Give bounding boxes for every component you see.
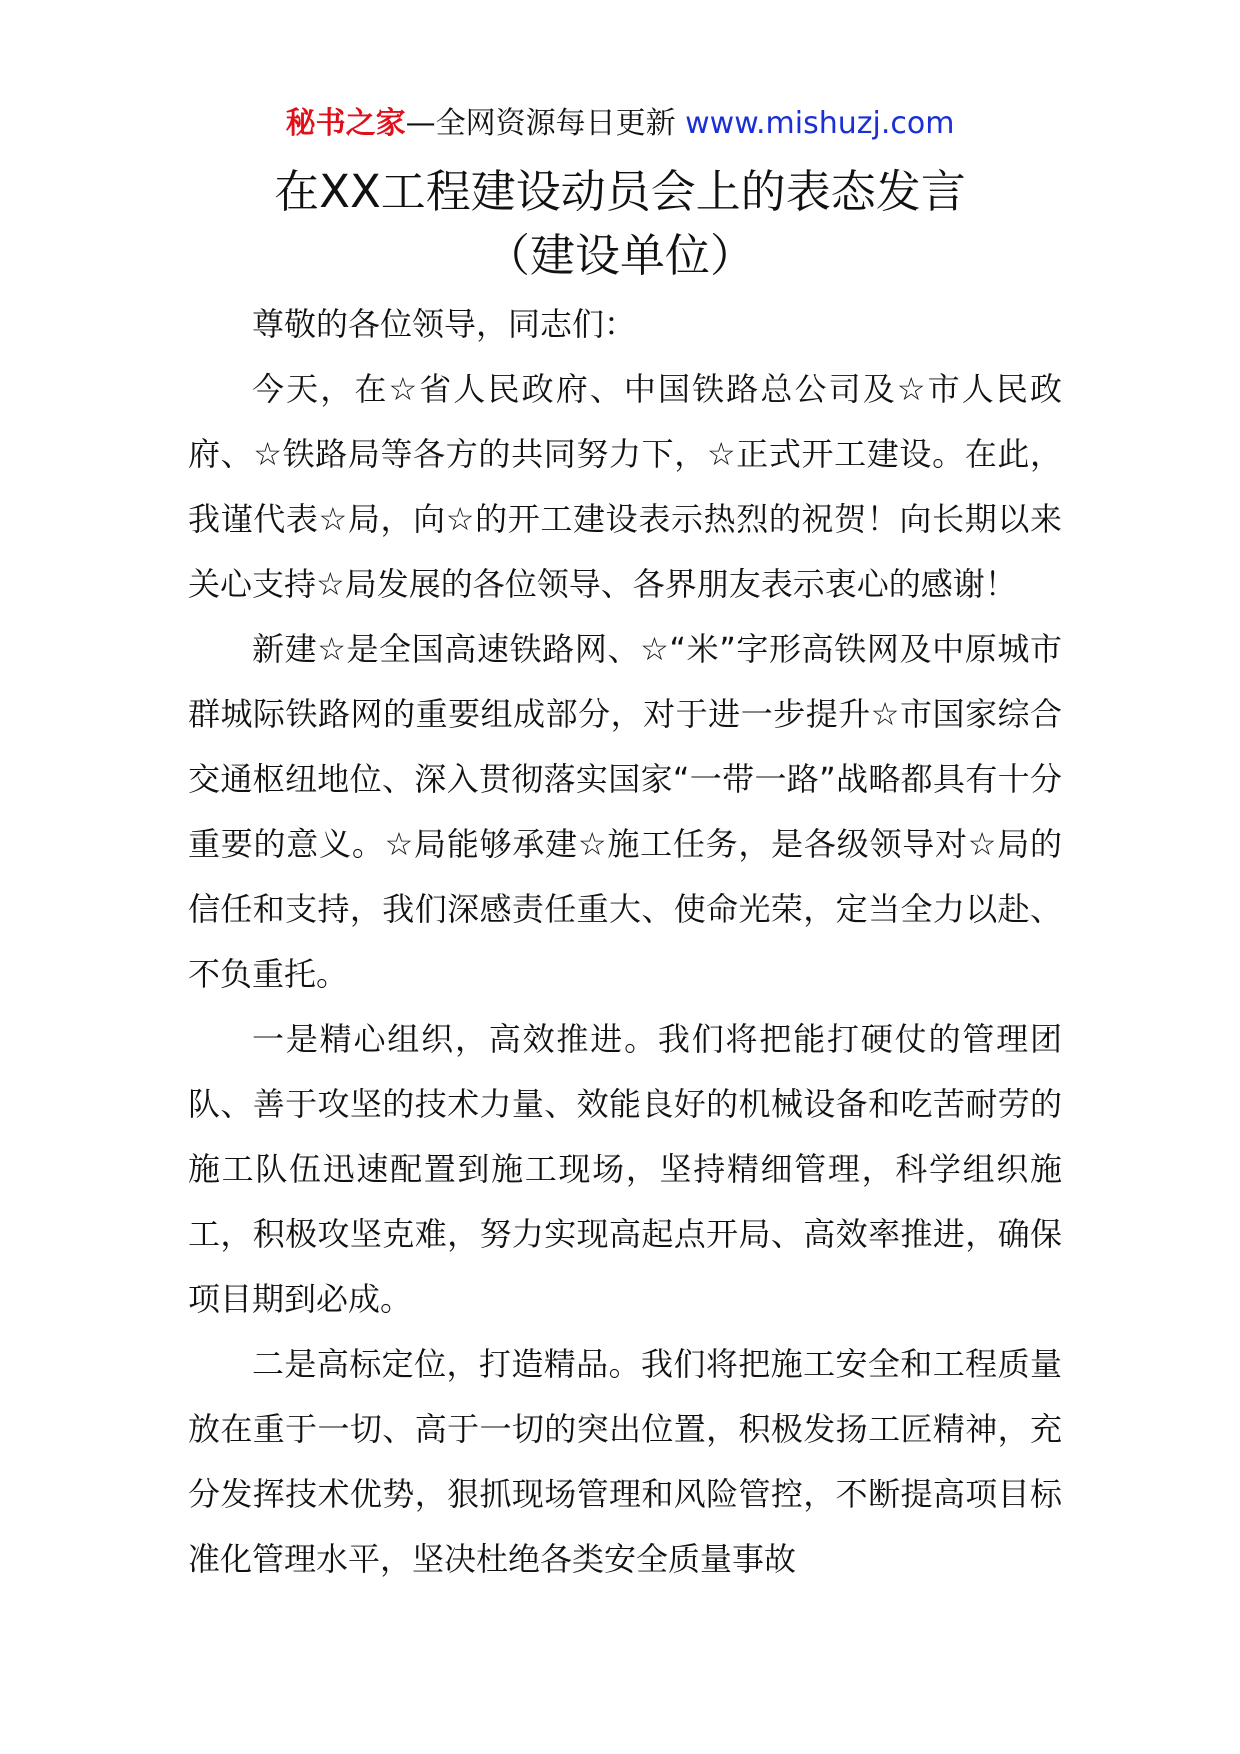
paragraph-2: 新建☆是全国高速铁路网、☆“米”字形高铁网及中原城市群城际铁路网的重要组成部分，对于进一步提升☆市国家综合交通枢纽地位、深入贯彻落实国家“一带一路”战略都具有十分重要的意义。☆局能够承建☆施工任务，是各级领导对☆局的信任和支持，我们深感责任重大、使命光荣，定当全力以赴、不负重托。	[188, 630, 1062, 993]
site-url-link[interactable]: www.mishuzj.com	[685, 106, 955, 141]
paragraph-1: 今天，在☆省人民政府、中国铁路总公司及☆市人民政府、☆铁路局等各方的共同努力下，☆正式开工建设。在此，我谨代表☆局，向☆的开工建设表示热烈的祝贺！向长期以来关心支持☆局发展的各位领导、各界朋友表示衷心的感谢！	[188, 370, 1062, 603]
paragraph-3: 一是精心组织，高效推进。我们将把能打硬仗的管理团队、善于攻坚的技术力量、效能良好的机械设备和吃苦耐劳的施工队伍迅速配置到施工现场，坚持精细管理，科学组织施工，积极攻坚克难，努力实现高起点开局、高效率推进，确保项目期到必成。	[188, 1020, 1062, 1318]
document-title: 在XX工程建设动员会上的表态发言	[274, 165, 966, 218]
document-subtitle: （建设单位）	[484, 229, 755, 282]
paragraph-4: 二是高标定位，打造精品。我们将把施工安全和工程质量放在重于一切、高于一切的突出位置，积极发扬工匠精神，充分发挥技术优势，狠抓现场管理和风险管控，不断提高项目标准化管理水平，坚决杜绝各类安全质量事故	[188, 1345, 1062, 1578]
site-brand: 秘书之家	[285, 106, 406, 141]
site-header	[0, 100, 1240, 148]
salutation: 尊敬的各位领导，同志们：	[252, 305, 637, 343]
document-body	[188, 292, 1062, 1592]
site-slogan: —全网资源每日更新	[405, 106, 686, 141]
